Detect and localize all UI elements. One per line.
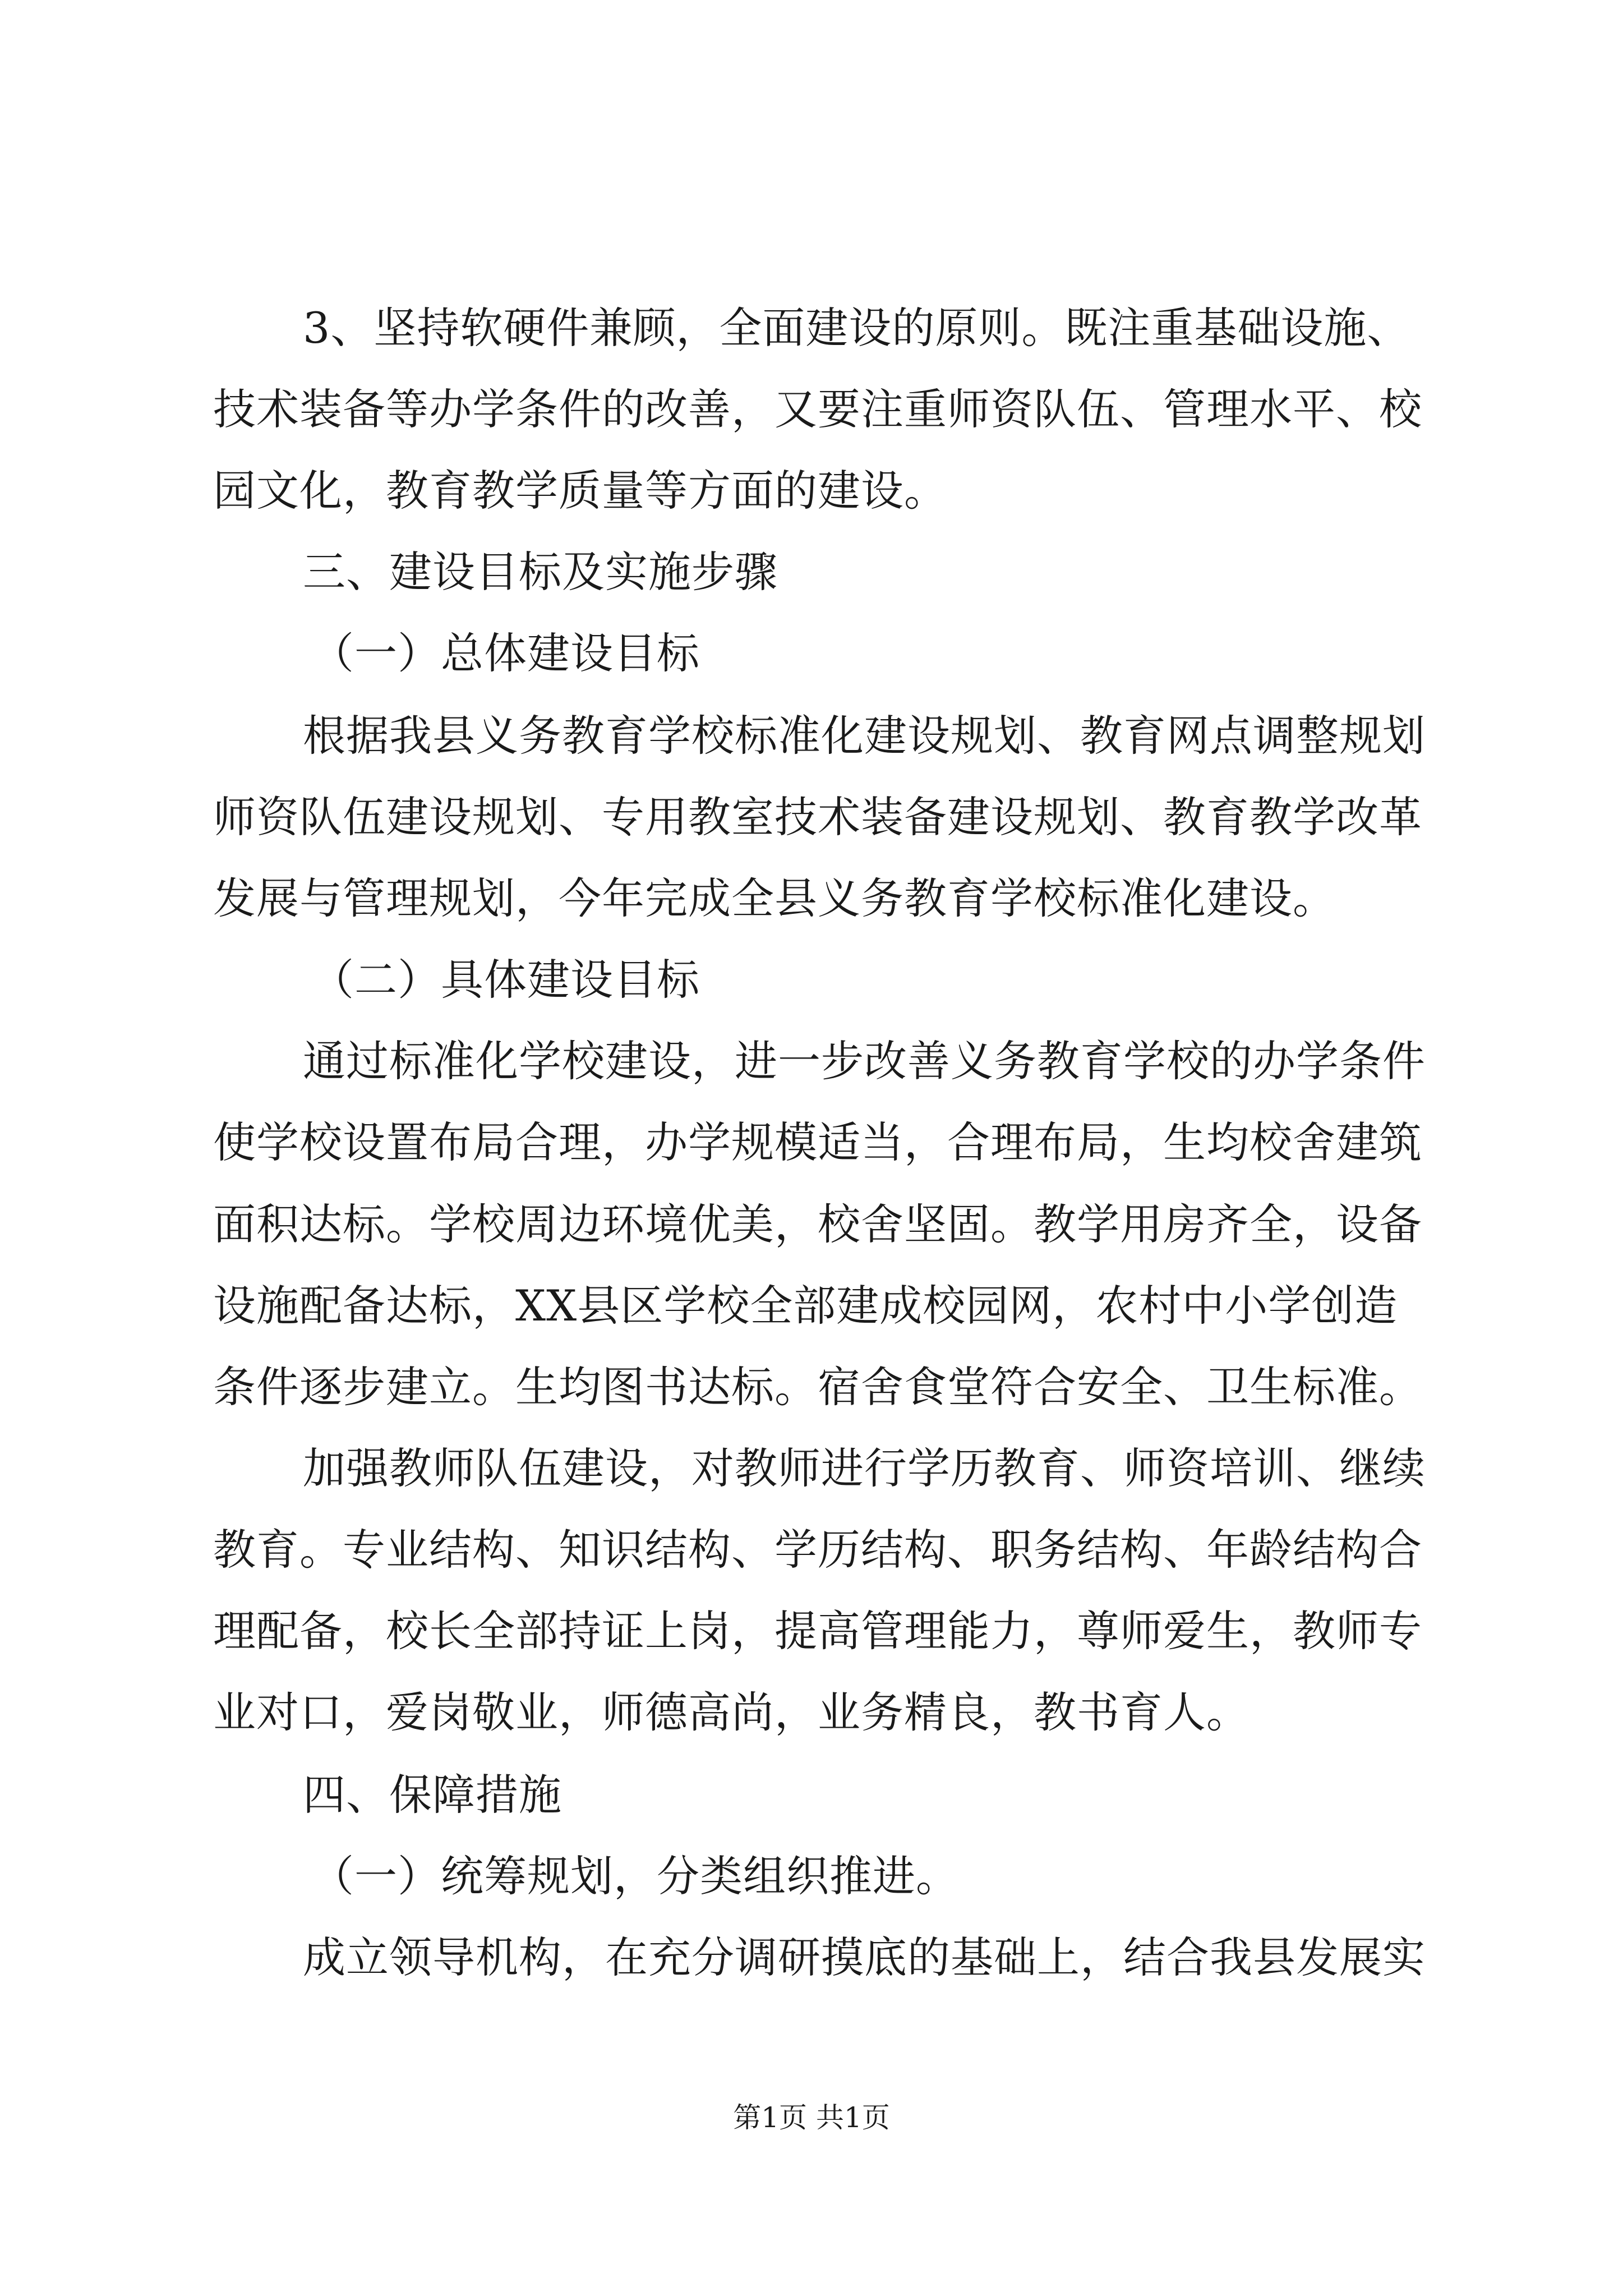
section-heading: 四、保障措施 <box>303 1770 562 1820</box>
paragraph-line: 师资队伍建设规划、专用教室技术装备建设规划、教育教学改革 <box>213 792 1422 842</box>
paragraph-line: 业对口，爱岗敬业，师德高尚，业务精良，教书育人。 <box>213 1687 1249 1737</box>
paragraph-line: 加强教师队伍建设，对教师进行学历教育、师资培训、继续 <box>303 1443 1426 1493</box>
paragraph-line: 设施配备达标，XX县区学校全部建成校园网，农村中小学创造 <box>213 1281 1398 1331</box>
paragraph-line: 理配备，校长全部持证上岗，提高管理能力，尊师爱生，教师专 <box>213 1606 1422 1656</box>
section-heading: 三、建设目标及实施步骤 <box>303 547 778 597</box>
paragraph-line: 成立领导机构，在充分调研摸底的基础上，结合我县发展实 <box>303 1932 1426 1982</box>
paragraph-line: 园文化，教育教学质量等方面的建设。 <box>213 466 947 516</box>
paragraph-line: 条件逐步建立。生均图书达标。宿舍食堂符合安全、卫生标准。 <box>213 1362 1422 1412</box>
paragraph-line: 通过标准化学校建设，进一步改善义务教育学校的办学条件 <box>303 1036 1426 1086</box>
paragraph-line: 3、坚持软硬件兼顾，全面建设的原则。既注重基础设施、 <box>303 303 1410 353</box>
subsection-heading: （一）总体建设目标 <box>311 628 700 678</box>
subsection-heading: （一）统筹规划，分类组织推进。 <box>311 1851 959 1901</box>
paragraph-line: 面积达标。学校周边环境优美，校舍坚固。教学用房齐全，设备 <box>213 1199 1422 1249</box>
paragraph-line: 技术装备等办学条件的改善，又要注重师资队伍、管理水平、校 <box>213 384 1422 434</box>
paragraph-line: 根据我县义务教育学校标准化建设规划、教育网点调整规划 <box>303 711 1426 761</box>
subsection-heading: （二）具体建设目标 <box>311 955 700 1005</box>
paragraph-line: 教育。专业结构、知识结构、学历结构、职务结构、年龄结构合 <box>213 1525 1422 1575</box>
page-footer: 第1页 共1页 <box>733 2101 890 2134</box>
paragraph-line: 使学校设置布局合理，办学规模适当，合理布局，生均校舍建筑 <box>213 1117 1422 1167</box>
paragraph-line: 发展与管理规划，今年完成全县义务教育学校标准化建设。 <box>213 873 1336 923</box>
